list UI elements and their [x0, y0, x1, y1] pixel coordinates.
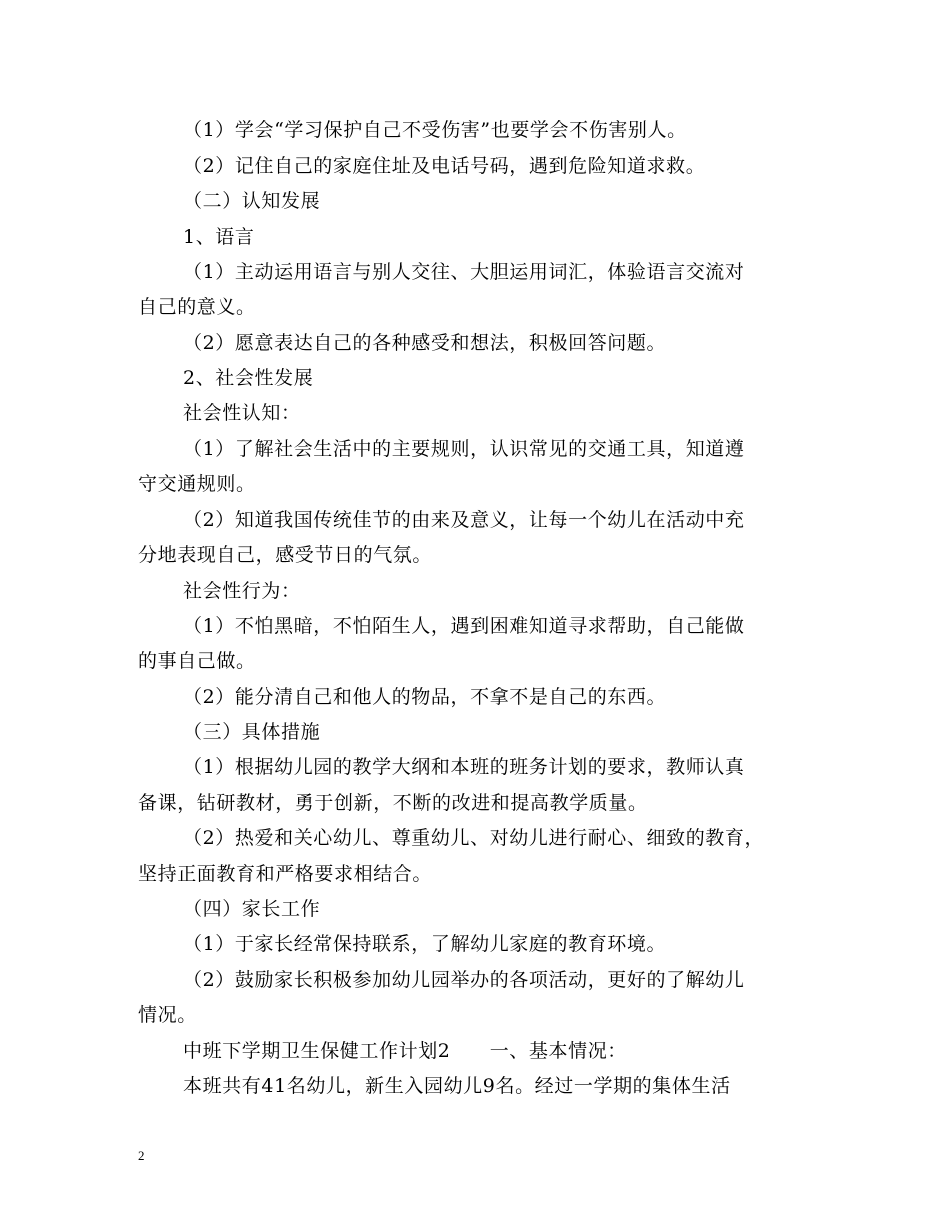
text-line: （2）能分清自己和他人的物品，不拿不是自己的东西。	[183, 686, 667, 708]
text-line: 情况。	[138, 1004, 197, 1026]
section-heading: （二）认知发展	[183, 190, 321, 212]
text-line: （1）了解社会生活中的主要规则，认识常见的交通工具，知道遵	[183, 438, 745, 460]
text-line: （1）学会“学习保护自己不受伤害”也要学会不伤害别人。	[183, 119, 687, 141]
text-line: 备课，钻研教材，勇于创新，不断的改进和提高教学质量。	[138, 792, 648, 814]
text-line: （2）愿意表达自己的各种感受和想法，积极回答问题。	[183, 332, 667, 354]
text-line: 社会性行为：	[183, 580, 301, 602]
section-heading: 中班下学期卫生保健工作计划2 一、基本情况：	[183, 1040, 627, 1062]
text-line: 社会性认知：	[183, 402, 301, 424]
text-line: （1）于家长经常保持联系，了解幼儿家庭的教育环境。	[183, 933, 667, 955]
subsection-heading: 1、语言	[183, 226, 255, 248]
text-line: 自己的意义。	[138, 296, 256, 318]
section-heading: （四）家长工作	[183, 898, 321, 920]
text-line: （1）主动运用语言与别人交往、大胆运用词汇，体验语言交流对	[183, 261, 745, 283]
text-line: （2）知道我国传统佳节的由来及意义，让每一个幼儿在活动中充	[183, 509, 745, 531]
subsection-heading: 2、社会性发展	[183, 367, 314, 389]
text-line: 本班共有41名幼儿，新生入园幼儿9名。经过一学期的集体生活	[183, 1075, 731, 1097]
page-number: 2	[138, 1148, 145, 1163]
text-line: 守交通规则。	[138, 473, 256, 495]
text-line: （1）不怕黑暗，不怕陌生人，遇到困难知道寻求帮助，自己能做	[183, 615, 745, 637]
text-line: （2）鼓励家长积极参加幼儿园举办的各项活动，更好的了解幼儿	[183, 969, 745, 991]
text-line: （2）记住自己的家庭住址及电话号码，遇到危险知道求救。	[183, 155, 706, 177]
text-line: 分地表现自己，感受节日的气氛。	[138, 544, 433, 566]
text-line: 坚持正面教育和严格要求相结合。	[138, 863, 433, 885]
section-heading: （三）具体措施	[183, 721, 321, 743]
text-line: 的事自己做。	[138, 650, 256, 672]
text-line: （1）根据幼儿园的教学大纲和本班的班务计划的要求，教师认真	[183, 756, 745, 778]
text-line: （2）热爱和关心幼儿、尊重幼儿、对幼儿进行耐心、细致的教育，	[183, 827, 765, 849]
